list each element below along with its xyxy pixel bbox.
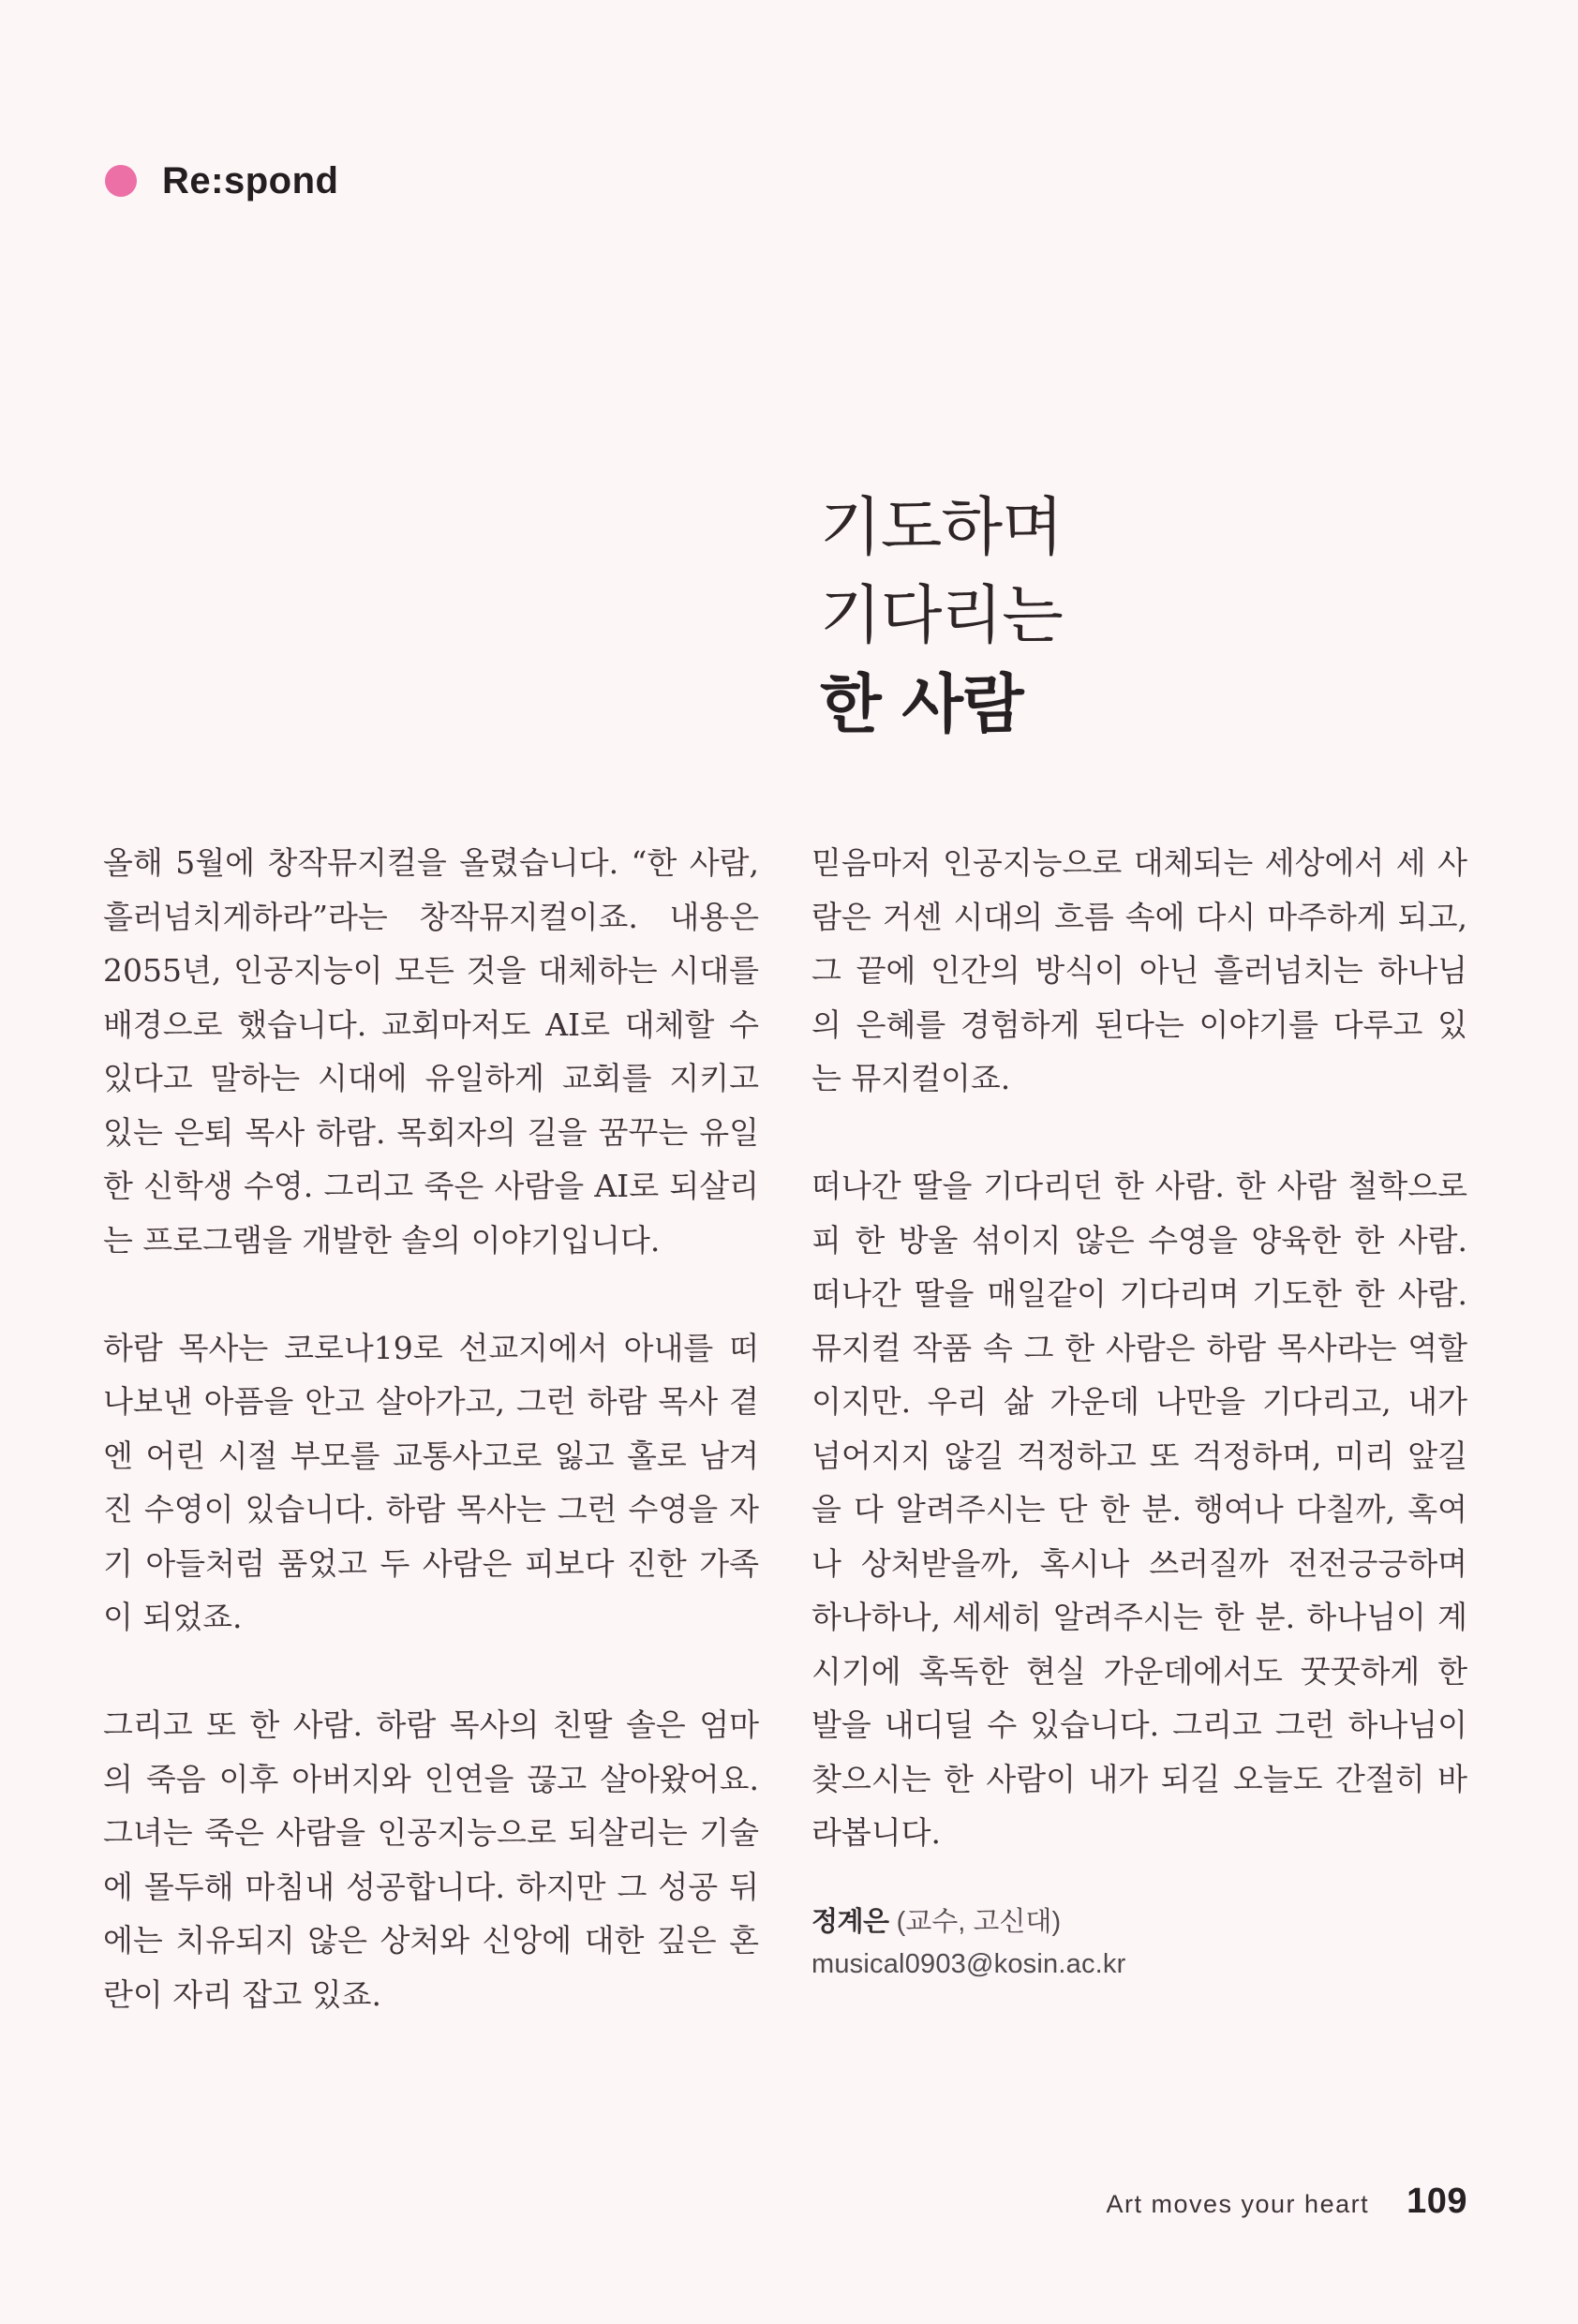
body-paragraph: 그리고 또 한 사람. 하람 목사의 친딸 솔은 엄마의 죽음 이후 아버지와 인연을 끊고 살아왔어요. 그녀는 죽은 사람을 인공지능으로 되살리는 기술에 몰두해 마침내 성공합니다. 하지만 그 성공 뒤에는 치유되지 않은 상처와 신앙에 대한 깊은 혼란이 자리 잡고 있죠. — [103, 1706, 759, 2013]
body-paragraph: 떠나간 딸을 기다리던 한 사람. 한 사람 철학으로 피 한 방울 섞이지 않은 수영을 양육한 한 사람. 떠나간 딸을 매일같이 기다리며 기도한 한 사람. 뮤지컬 작품 속 그 한 사람은 하람 목사라는 역할이지만. 우리 삶 가운데 나만을 기다리고, 내가 넘어지지 않길 걱정하고 또 걱정하며, 미리 앞길을 다 알려주시는 단 한 분. 행여나 다칠까, 혹여나 상처받을까, 혹시나 쓰러질까 전전긍긍하며 하나하나, 세세히 알려주시는 한 분. 하나님이 계시기에 혹독한 현실 가운데에서도 꿋꿋하게 한 발을 내디딜 수 있습니다. 그리고 그런 하나님이 찾으시는 한 사람이 내가 되길 오늘도 간절히 바라봅니다. — [811, 1168, 1467, 1851]
body-paragraph: 올해 5월에 창작뮤지컬을 올렸습니다. “한 사람, 흘러넘치게하라”라는 창작뮤지컬이죠. 내용은 2055년, 인공지능이 모든 것을 대체하는 시대를 배경으로 했습니다. 교회마저도 AI로 대체할 수 있다고 말하는 시대에 유일하게 교회를 지키고 있는 은퇴 목사 하람. 목회자의 길을 꿈꾸는 유일한 신학생 수영. 그리고 죽은 사람을 AI로 되살리는 프로그램을 개발한 솔의 이야기입니다. — [103, 844, 759, 1259]
author-email: musical0903@kosin.ac.kr — [811, 1948, 1126, 1979]
body-column-left — [103, 836, 759, 2021]
page-number: 109 — [1407, 2182, 1467, 2221]
title-line: 기다리는 — [820, 579, 1063, 653]
author-block — [811, 1901, 1467, 1986]
section-label: Re:spond — [162, 160, 339, 201]
author-name: 정계은 — [811, 1906, 889, 1937]
title-line: 한 사람 — [820, 667, 1023, 742]
page-title — [820, 484, 1063, 749]
title-line: 기도하며 — [820, 491, 1063, 565]
section-header — [105, 161, 338, 201]
body-column-right — [811, 836, 1467, 1986]
page-footer — [1107, 2182, 1468, 2222]
section-bullet-icon — [105, 165, 137, 197]
body-paragraph: 하람 목사는 코로나19로 선교지에서 아내를 떠나보낸 아픔을 안고 살아가고, 그런 하람 목사 곁엔 어린 시절 부모를 교통사고로 잃고 홀로 남겨진 수영이 있습니다. 하람 목사는 그런 수영을 자기 아들처럼 품었고 두 사람은 피보다 진한 가족이 되었죠. — [103, 1329, 759, 1635]
footer-tagline: Art moves your heart — [1106, 2190, 1370, 2218]
body-paragraph: 믿음마저 인공지능으로 대체되는 세상에서 세 사람은 거센 시대의 흐름 속에 다시 마주하게 되고, 그 끝에 인간의 방식이 아닌 흘러넘치는 하나님의 은혜를 경험하게 된다는 이야기를 다루고 있는 뮤지컬이죠. — [811, 844, 1467, 1096]
author-affiliation: (교수, 고신대) — [888, 1906, 1062, 1937]
